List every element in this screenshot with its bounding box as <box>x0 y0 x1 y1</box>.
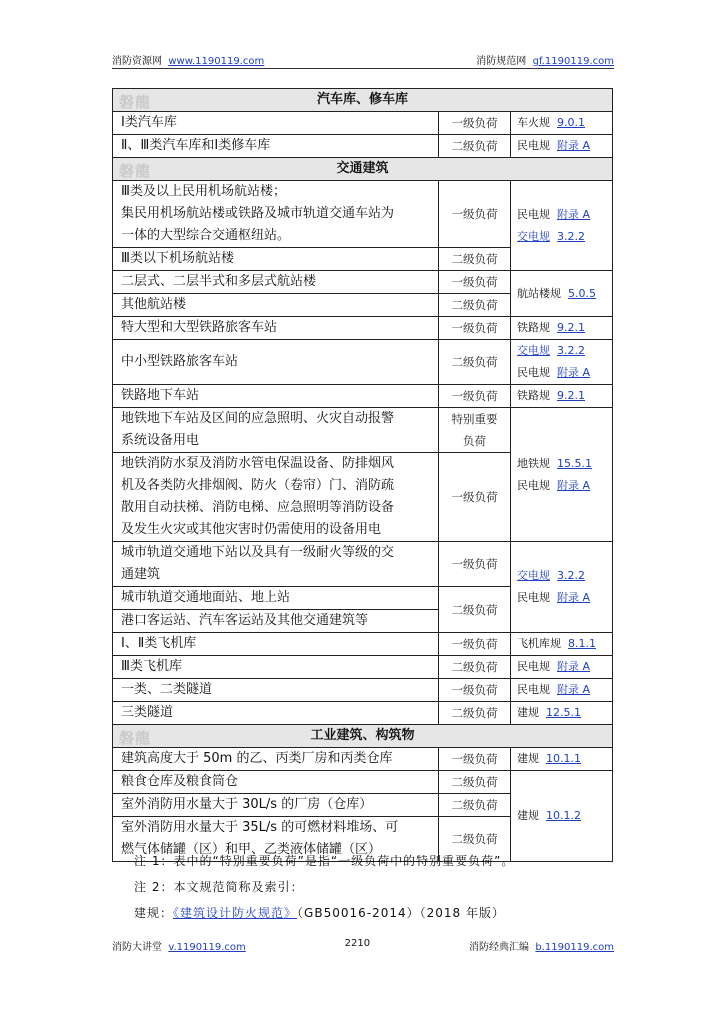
load-cell: 一级负荷 <box>439 748 511 771</box>
ref-link[interactable]: 3.2.2 <box>557 569 585 582</box>
ref-cell: 交电规 3.2.2 民电规 附录 A <box>511 542 613 633</box>
table-cell: Ⅱ、Ⅲ类汽车库和Ⅰ类修车库 <box>113 135 439 158</box>
table-cell: 中小型铁路旅客车站 <box>113 340 439 385</box>
ref-cell: 飞机库规 8.1.1 <box>511 633 613 656</box>
ref-link[interactable]: 交电规 <box>517 229 550 243</box>
table-cell: 一类、二类隧道 <box>113 679 439 702</box>
ref-cell: 车火规 9.0.1 <box>511 112 613 135</box>
load-cell: 一级负荷 <box>439 679 511 702</box>
ref-link[interactable]: 9.2.1 <box>557 389 585 402</box>
ref-link[interactable]: 9.2.1 <box>557 321 585 334</box>
ref-link[interactable]: 交电规 <box>517 569 550 582</box>
header-left: 消防资源网 www.1190119.com <box>112 56 265 67</box>
ref-link[interactable]: 附录 A <box>557 660 591 673</box>
ref-cell: 铁路规 9.2.1 <box>511 385 613 408</box>
load-cell: 一级负荷 <box>439 385 511 408</box>
load-cell: 一级负荷 <box>439 271 511 294</box>
section-industrial: 磐龍 工业建筑、构筑物 <box>113 725 613 748</box>
load-cell: 二级负荷 <box>439 135 511 158</box>
ref-link[interactable]: 附录 A <box>557 366 591 379</box>
ref-link[interactable]: 12.5.1 <box>546 706 581 719</box>
ref-cell: 建规 10.1.2 <box>511 771 613 862</box>
load-cell: 二级负荷 <box>439 587 511 633</box>
section-transport: 磐龍 交通建筑 <box>113 158 613 181</box>
ref-cell: 民电规 附录 A <box>511 135 613 158</box>
table-cell: 特大型和大型铁路旅客车站 <box>113 317 439 340</box>
ref-link[interactable]: 附录 A <box>557 683 591 696</box>
ref-link[interactable]: 附录 A <box>557 478 591 492</box>
load-cell: 一级负荷 <box>439 317 511 340</box>
footer-left-link[interactable]: v.1190119.com <box>168 942 246 953</box>
load-cell: 特别重要 负荷 <box>439 408 511 453</box>
ref-cell: 建规 12.5.1 <box>511 702 613 725</box>
table-cell: 城市轨道交通地下站以及具有一级耐火等级的交 通建筑 <box>113 542 439 587</box>
load-level-table <box>112 88 613 862</box>
page-header <box>112 52 614 69</box>
ref-link[interactable]: 3.2.2 <box>557 229 585 243</box>
table-cell: Ⅲ类及以上民用机场航站楼； 集民用机场航站楼或铁路及城市轨道交通车站为 一体的大型综合交通枢纽站。 <box>113 181 439 248</box>
load-cell: 一级负荷 <box>439 453 511 542</box>
watermark-logo: 磐龍 <box>119 93 152 111</box>
ref-link[interactable]: 10.1.1 <box>546 752 581 765</box>
ref-cell: 民电规 附录 A <box>511 679 613 702</box>
load-cell: 二级负荷 <box>439 248 511 271</box>
load-cell: 二级负荷 <box>439 817 511 862</box>
ref-cell: 航站楼规 5.0.5 <box>511 271 613 317</box>
ref-link[interactable]: 9.0.1 <box>557 116 585 129</box>
load-cell: 一级负荷 <box>439 181 511 248</box>
ref-link[interactable]: 8.1.1 <box>568 637 596 650</box>
load-cell: 一级负荷 <box>439 542 511 587</box>
table-cell: 室外消防用水量大于 30L/s 的厂房（仓库） <box>113 794 439 817</box>
load-cell: 二级负荷 <box>439 340 511 385</box>
watermark-logo: 磐龍 <box>119 729 152 747</box>
header-left-link[interactable]: www.1190119.com <box>168 56 265 67</box>
load-cell: 二级负荷 <box>439 771 511 794</box>
table-cell: Ⅰ类汽车库 <box>113 112 439 135</box>
table-cell: 建筑高度大于 50m 的乙、丙类厂房和丙类仓库 <box>113 748 439 771</box>
table-cell: 地铁消防水泵及消防水管电保温设备、防排烟风 机及各类防火排烟阀、防火（卷帘）门、消防疏 散用自动扶梯、消防电梯、应急照明等消防设备 及发生火灾或其他灾害时仍需使用的设备用电 <box>113 453 439 542</box>
table-cell: 三类隧道 <box>113 702 439 725</box>
section-garage: 磐龍 汽车库、修车库 <box>113 89 613 112</box>
ref-link[interactable]: 附录 A <box>557 139 591 152</box>
load-cell: 二级负荷 <box>439 794 511 817</box>
ref-cell: 铁路规 9.2.1 <box>511 317 613 340</box>
ref-cell: 建规 10.1.1 <box>511 748 613 771</box>
page-footer <box>112 938 614 952</box>
ref-link[interactable]: 交电规 <box>517 344 550 357</box>
ref-link[interactable]: 3.2.2 <box>557 344 585 357</box>
table-cell: 二层式、二层半式和多层式航站楼 <box>113 271 439 294</box>
table-cell: Ⅰ、Ⅱ类飞机库 <box>113 633 439 656</box>
note-3-link[interactable]: 《建筑设计防火规范》 <box>173 906 298 920</box>
table-cell: 地铁地下车站及区间的应急照明、火灾自动报警 系统设备用电 <box>113 408 439 453</box>
table-cell: 其他航站楼 <box>113 294 439 317</box>
table-cell: 室外消防用水量大于 35L/s 的可燃材料堆场、可 燃气体储罐（区）和甲、乙类液体储罐（区） <box>113 817 439 862</box>
load-cell: 一级负荷 <box>439 112 511 135</box>
ref-cell: 交电规 3.2.2 民电规 附录 A <box>511 340 613 385</box>
table-cell: 港口客运站、汽车客运站及其他交通建筑等 <box>113 610 439 633</box>
note-2: 注 2：本文规范简称及索引： <box>134 880 304 894</box>
ref-link[interactable]: 附录 A <box>557 207 591 221</box>
table-cell: Ⅲ类飞机库 <box>113 656 439 679</box>
ref-link[interactable]: 附录 A <box>557 591 591 604</box>
table-cell: 城市轨道交通地面站、地上站 <box>113 587 439 610</box>
watermark-logo: 磐龍 <box>119 162 152 180</box>
ref-cell: 地铁规 15.5.1 民电规 附录 A <box>511 408 613 542</box>
load-cell: 二级负荷 <box>439 656 511 679</box>
note-3: 建规：《建筑设计防火规范》（GB50016-2014）（2018 年版） <box>134 906 505 920</box>
load-cell: 一级负荷 <box>439 633 511 656</box>
ref-cell: 民电规 附录 A <box>511 656 613 679</box>
table-cell: Ⅲ类以下机场航站楼 <box>113 248 439 271</box>
header-right: 消防规范网 gf.1190119.com <box>476 56 614 67</box>
table-cell: 粮食仓库及粮食筒仓 <box>113 771 439 794</box>
note-1: 注 1：表中的“特别重要负荷”是指“一级负荷中的特别重要负荷”。 <box>134 854 515 868</box>
ref-link[interactable]: 10.1.2 <box>546 809 581 822</box>
footer-right-link[interactable]: b.1190119.com <box>535 942 614 953</box>
header-right-link[interactable]: gf.1190119.com <box>532 56 614 67</box>
load-cell: 二级负荷 <box>439 294 511 317</box>
ref-link[interactable]: 5.0.5 <box>568 286 596 300</box>
ref-link[interactable]: 15.5.1 <box>557 456 592 470</box>
footer-right: 消防经典汇编 b.1190119.com <box>469 942 614 953</box>
table-cell: 铁路地下车站 <box>113 385 439 408</box>
footer-left: 消防大讲堂 v.1190119.com <box>112 942 246 953</box>
page-number: 2210 <box>344 938 371 949</box>
load-cell: 二级负荷 <box>439 702 511 725</box>
ref-cell: 民电规 附录 A 交电规 3.2.2 <box>511 181 613 271</box>
